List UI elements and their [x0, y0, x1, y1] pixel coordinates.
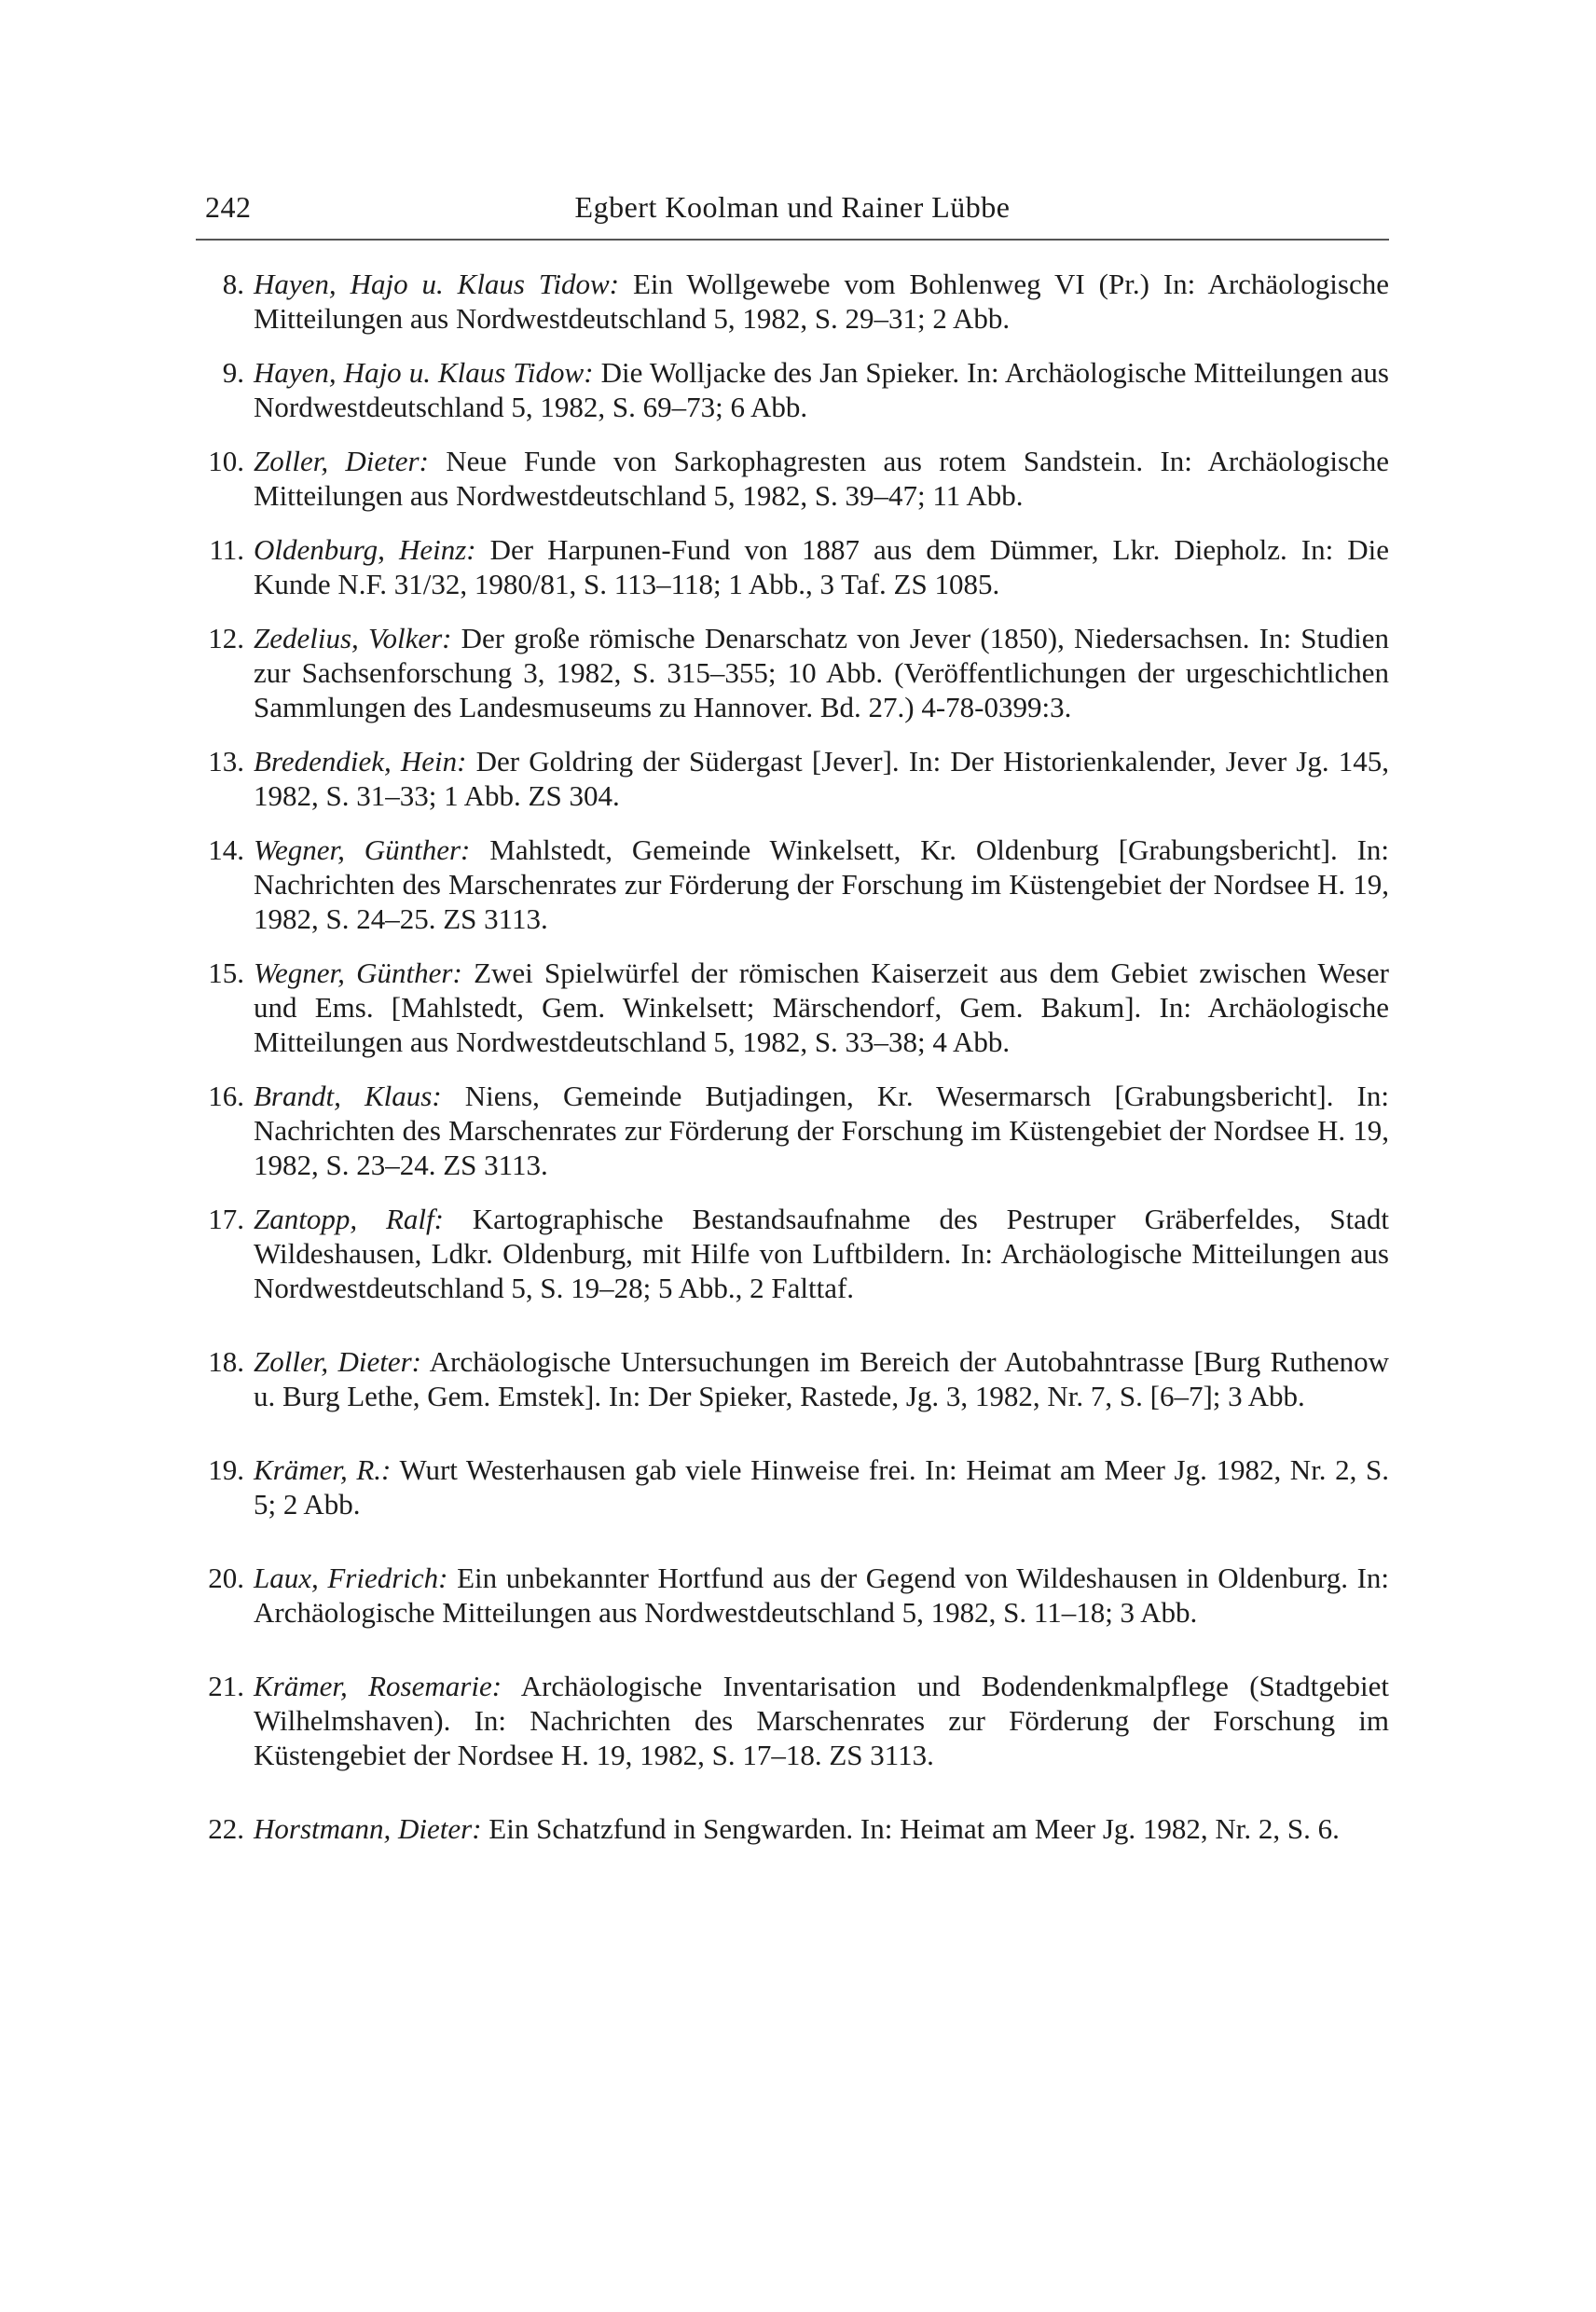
bibliography-list	[196, 267, 1389, 1846]
entry-number: 15.	[208, 956, 244, 989]
entry-number: 21.	[208, 1670, 244, 1702]
entry-author: Oldenburg, Heinz:	[254, 533, 476, 566]
entry-number: 17.	[208, 1203, 244, 1235]
entry-number: 8.	[222, 268, 244, 300]
entry-text: Ein Schatzfund in Sengwarden. In: Heimat am Meer Jg. 1982, Nr. 2, S. 6.	[488, 1812, 1340, 1845]
entry-text: Neue Funde von Sarkophagresten aus rotem Sandstein. In: Archäologische Mitteilungen aus Nordwestdeutschland 5, 1982, S. 39–47; 11 Abb.	[254, 445, 1390, 512]
entry-number: 16.	[208, 1080, 244, 1112]
entry-author: Zantopp, Ralf:	[254, 1203, 444, 1235]
bibliography-entry	[196, 833, 1389, 936]
entry-author: Hayen, Hajo u. Klaus Tidow:	[254, 268, 620, 300]
entry-number: 19.	[208, 1453, 244, 1486]
entry-text: Mahlstedt, Gemeinde Winkelsett, Kr. Oldenburg [Grabungsbericht]. In: Nachrichten des Marschenrates zur Förderung der Forschung im Küstengebiet der Nordsee H. 19, 1982, S. 24–25. ZS 3113.	[254, 833, 1390, 935]
page-number: 242	[205, 190, 252, 224]
bibliography-entry	[196, 355, 1389, 424]
bibliography-entry	[196, 1079, 1389, 1182]
entry-text: Ein Wollgewebe vom Bohlenweg VI (Pr.) In: Archäologische Mitteilungen aus Nordwestdeutschland 5, 1982, S. 29–31; 2 Abb.	[254, 268, 1390, 335]
entry-text: Die Wolljacke des Jan Spieker. In: Archäologische Mitteilungen aus Nordwestdeutschland 5, 1982, S. 69–73; 6 Abb.	[254, 356, 1389, 423]
bibliography-entry	[196, 444, 1389, 513]
bibliography-entry	[196, 744, 1389, 813]
bibliography-entry	[196, 532, 1389, 601]
entry-author: Wegner, Günther:	[254, 956, 462, 989]
entry-number: 13.	[208, 745, 244, 778]
running-title: Egbert Koolman und Rainer Lübbe	[574, 190, 1011, 224]
entry-text: Archäologische Inventarisation und Bodendenkmalpflege (Stadtgebiet Wilhelmshaven). In: Nachrichten des Marschenrates zur Förderung der Forschung im Küstengebiet der Nordsee H. 19, 1982, S. 17–18. ZS 3113.	[254, 1670, 1390, 1771]
bibliography-entry	[196, 1452, 1389, 1521]
bibliography-entry	[196, 956, 1389, 1059]
page	[196, 186, 1389, 1865]
entry-number: 20.	[208, 1562, 244, 1594]
entry-text: Der große römische Denarschatz von Jever (1850), Niedersachsen. In: Studien zur Sachsenforschung 3, 1982, S. 315–355; 10 Abb. (Veröffentlichungen der urgeschichtlichen Sammlungen des Landesmuseums zu Hannover. Bd. 27.) 4-78-0399:3.	[254, 622, 1389, 723]
entry-number: 18.	[208, 1345, 244, 1378]
page-header	[196, 186, 1389, 241]
bibliography-entry	[196, 1669, 1389, 1772]
entry-text: Der Harpunen-Fund von 1887 aus dem Dümmer, Lkr. Diepholz. In: Die Kunde N.F. 31/32, 1980/81, S. 113–118; 1 Abb., 3 Taf. ZS 1085.	[254, 533, 1389, 600]
entry-number: 14.	[208, 833, 244, 866]
entry-author: Krämer, R.:	[254, 1453, 392, 1486]
bibliography-entry	[196, 1811, 1389, 1846]
entry-text: Wurt Westerhausen gab viele Hinweise frei. In: Heimat am Meer Jg. 1982, Nr. 2, S. 5; 2 Abb.	[254, 1453, 1389, 1521]
entry-author: Laux, Friedrich:	[254, 1562, 448, 1594]
entry-author: Zedelius, Volker:	[254, 622, 452, 654]
bibliography-entry	[196, 1344, 1389, 1413]
bibliography-entry	[196, 1202, 1389, 1305]
entry-author: Wegner, Günther:	[254, 833, 471, 866]
bibliography-entry	[196, 621, 1389, 724]
entry-author: Hayen, Hajo u. Klaus Tidow:	[254, 356, 594, 389]
entry-author: Bredendiek, Hein:	[254, 745, 467, 778]
entry-text: Der Goldring der Südergast [Jever]. In: Der Historienkalender, Jever Jg. 145, 1982, S. 31–33; 1 Abb. ZS 304.	[254, 745, 1389, 812]
entry-text: Zwei Spielwürfel der römischen Kaiserzeit aus dem Gebiet zwischen Weser und Ems. [Mahlstedt, Gem. Winkelsett; Märschendorf, Gem. Bakum]. In: Archäologische Mitteilungen aus Nordwestdeutschland 5, 1982, S. 33–38; 4 Abb.	[254, 956, 1390, 1058]
entry-text: Archäologische Untersuchungen im Bereich der Autobahntrasse [Burg Ruthenow u. Burg Lethe, Gem. Emstek]. In: Der Spieker, Rastede, Jg. 3, 1982, Nr. 7, S. [6–7]; 3 Abb.	[254, 1345, 1390, 1412]
entry-number: 10.	[208, 445, 244, 477]
entry-text: Niens, Gemeinde Butjadingen, Kr. Wesermarsch [Grabungsbericht]. In: Nachrichten des Marschenrates zur Förderung der Forschung im Küstengebiet der Nordsee H. 19, 1982, S. 23–24. ZS 3113.	[254, 1080, 1389, 1181]
entry-text: Kartographische Bestandsaufnahme des Pestruper Gräberfeldes, Stadt Wildeshausen, Ldkr. Oldenburg, mit Hilfe von Luftbildern. In: Archäologische Mitteilungen aus Nordwestdeutschland 5, S. 19–28; 5 Abb., 2 Falttaf.	[254, 1203, 1390, 1304]
entry-number: 11.	[209, 533, 244, 566]
entry-number: 12.	[208, 622, 244, 654]
entry-author: Krämer, Rosemarie:	[254, 1670, 502, 1702]
bibliography-entry	[196, 267, 1389, 336]
entry-author: Zoller, Dieter:	[254, 1345, 421, 1378]
entry-number: 22.	[208, 1812, 244, 1845]
entry-author: Zoller, Dieter:	[254, 445, 429, 477]
entry-text: Ein unbekannter Hortfund aus der Gegend von Wildeshausen in Oldenburg. In: Archäologische Mitteilungen aus Nordwestdeutschland 5, 1982, S. 11–18; 3 Abb.	[254, 1562, 1390, 1629]
entry-author: Brandt, Klaus:	[254, 1080, 442, 1112]
entry-author: Horstmann, Dieter:	[254, 1812, 482, 1845]
entry-number: 9.	[222, 356, 244, 389]
bibliography-entry	[196, 1561, 1389, 1630]
